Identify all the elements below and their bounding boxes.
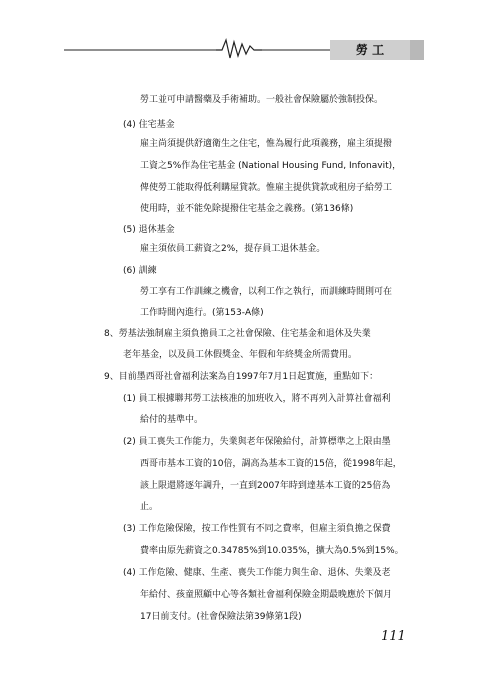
text-line: 勞工並可申請醫藥及手術補助。一般社會保險屬於強制投保。 — [140, 95, 384, 105]
text-line: 老年基金，以及員工休假獎金、年假和年終獎金所需費用。 — [123, 350, 358, 360]
item-heading: (5) 退休基金 — [123, 225, 175, 235]
text-line: 西哥市基本工資的10倍，調高為基本工資的15倍，從1998年起， — [140, 459, 402, 469]
text-line: 給付的基準中。 — [140, 415, 204, 425]
page-number: 111 — [381, 629, 406, 644]
text-line: 工作時間內進行。(第153-A條) — [140, 308, 264, 318]
text-line: 17日前支付。(社會保險法第39條第1段) — [140, 612, 302, 622]
text-line: 止。 — [140, 502, 159, 512]
item-heading: (4) 住宅基金 — [123, 120, 175, 130]
item-heading: (2) 員工喪失工作能力，失業與老年保險給付，計算標準之上限由墨 — [123, 437, 391, 447]
text-line: 該上限還將逐年調升，一直到2007年時到達基本工資的25倍為 — [140, 481, 391, 491]
text-line: 勞工享有工作訓練之機會，以利工作之執行，而訓練時間則可在 — [140, 287, 393, 297]
item-heading: (4) 工作危險、健康、生產、喪失工作能力與生命、退休、失業及老 — [123, 568, 391, 578]
item-heading: (3) 工作危險保險，按工作性質有不同之費率，但雇主須負擔之保費 — [123, 524, 391, 534]
section-title: 勞 工 — [330, 40, 410, 60]
numbered-item: 8、勞基法強制雇主須負擔員工之社會保險、住宅基金和退休及失業 — [104, 329, 371, 339]
text-line: 年給付、孩童照顧中心等各類社會福利保險金期最晚應於下個月 — [140, 590, 393, 600]
text-line: 費率由原先薪資之0.34785%到10.035%，擴大為0.5%到15%。 — [140, 546, 404, 556]
item-heading: (6) 訓練 — [123, 266, 157, 276]
text-line: 雇主須依員工薪資之2%，提存員工退休基金。 — [140, 244, 326, 254]
text-line: 使用時，並不能免除提撥住宅基金之義務。(第136條) — [140, 204, 354, 214]
item-heading: (1) 員工根據聯邦勞工法核准的加班收入，將不再列入計算社會福利 — [123, 394, 391, 404]
text-line: 工資之5%作為住宅基金 (National Housing Fund, Infonavit)， — [140, 161, 402, 171]
text-line: 俾使勞工能取得低利購屋貸款。惟雇主提供貸款或租房子給勞工 — [140, 183, 393, 193]
text-line: 雇主尚須提供舒適衛生之住宅，惟為履行此項義務，雇主須提撥 — [140, 139, 393, 149]
numbered-item: 9、目前墨西哥社會福利法案為自1997年7月1日起實施，重點如下： — [104, 372, 379, 382]
